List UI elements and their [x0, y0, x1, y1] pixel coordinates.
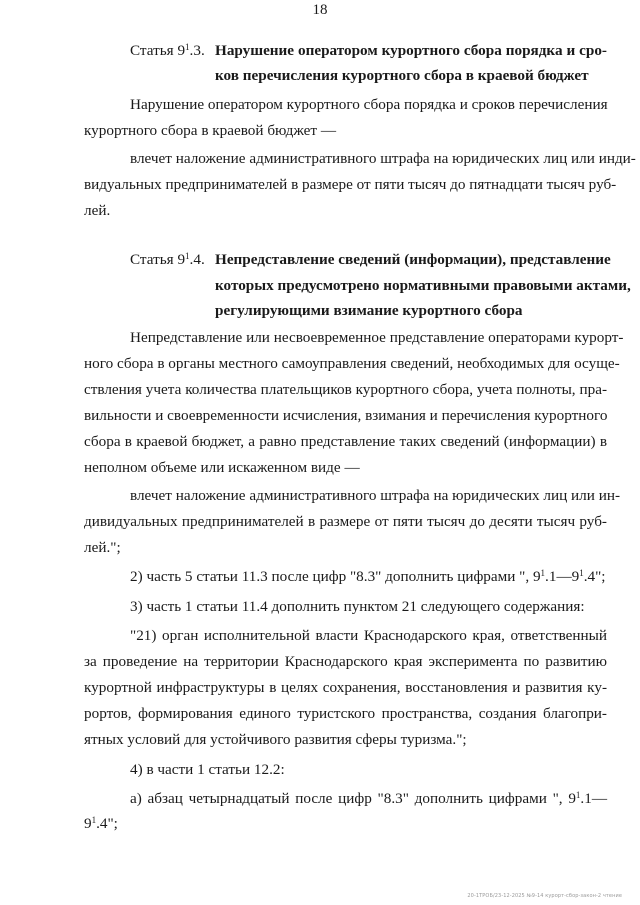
article-label	[130, 41, 205, 61]
article-label-text: Статья 9	[130, 251, 186, 268]
document-footer-code: 20-1ТРОБ/23-12-2025 №9-14 курорт-сбор-закон-2 чтение	[467, 893, 622, 899]
article-title-line: которых предусмотрено нормативными правовыми актами,	[215, 277, 631, 294]
article-title-line: Непредставление сведений (информации), представление	[215, 251, 611, 268]
paragraph-line: сбора в краевой бюджет, а равно представление таких сведений (информации) в	[84, 433, 607, 450]
paragraph-line: за проведение на территории Краснодарского края эксперимента по развитию	[84, 653, 607, 670]
paragraph-line: видуальных предпринимателей в размере от пяти тысяч до пятнадцати тысяч руб-	[84, 176, 617, 193]
amendment-item-4a	[130, 789, 607, 809]
paragraph-line: вильности и своевременности исчисления, взимания и перечисления курортного	[84, 407, 608, 424]
paragraph-line: Непредставление или несвоевременное представление операторами курорт-	[130, 329, 624, 346]
amendment-text: 9	[84, 815, 92, 832]
article-label-sup: 1	[185, 42, 190, 52]
paragraph-line: Нарушение оператором курортного сбора порядка и сроков перечисления	[130, 96, 608, 113]
page-number: 18	[312, 2, 328, 18]
paragraph-line: лей.";	[84, 539, 121, 556]
amendment-sup: 1	[540, 568, 546, 578]
paragraph-line: "21) орган исполнительной власти Краснодарского края, ответственный	[130, 627, 607, 644]
amendment-text: .4";	[96, 815, 118, 832]
article-label-text: Статья 9	[130, 42, 186, 59]
paragraph-line: неполном объеме или искаженном виде —	[84, 459, 360, 476]
article-title-line: Нарушение оператором курортного сбора порядка и сро-	[215, 42, 607, 59]
article-label	[130, 250, 205, 270]
amendment-sup: 1	[91, 815, 97, 825]
paragraph-line: дивидуальных предпринимателей в размере от пяти тысяч до десяти тысяч руб-	[84, 513, 607, 530]
paragraph-line: ствления учета количества плательщиков курортного сбора, учета полноты, пра-	[84, 381, 607, 398]
paragraph-line: лей.	[84, 202, 111, 219]
paragraph-line: курортного сбора в краевой бюджет —	[84, 122, 337, 139]
article-title-line: регулирующими взимание курортного сбора	[215, 302, 523, 319]
paragraph-line: курортной инфраструктуры в целях сохранения, восстановления и развития ку-	[84, 679, 607, 696]
paragraph-line: ного сбора в органы местного самоуправления сведений, необходимых для осуще-	[84, 355, 620, 372]
paragraph-line: влечет наложение административного штрафа на юридических лиц или инди-	[130, 150, 636, 167]
article-title-line: ков перечисления курортного сбора в краевой бюджет	[215, 67, 589, 84]
amendment-item-4a-continued	[84, 814, 118, 834]
article-label-suffix: .4.	[189, 251, 205, 268]
amendment-sup: 1	[575, 790, 581, 800]
paragraph-line: влечет наложение административного штрафа на юридических лиц или ин-	[130, 487, 621, 504]
amendment-sup: 1	[579, 568, 584, 578]
amendment-text: 2) часть 5 статьи 11.3 после цифр "8.3" дополнить цифрами ", 9	[130, 568, 541, 585]
article-label-sup: 1	[185, 251, 190, 261]
amendment-text: .1—9	[545, 568, 580, 585]
amendment-text: а) абзац четырнадцатый после цифр "8.3" дополнить цифрами ", 9	[130, 790, 576, 807]
paragraph-line: рортов, формирования единого туристского пространства, создания благопри-	[84, 705, 607, 722]
amendment-item-3: 3) часть 1 статьи 11.4 дополнить пунктом 21 следующего содержания:	[130, 598, 585, 615]
amendment-text: .4";	[583, 568, 606, 585]
amendment-text: .1—	[580, 790, 607, 807]
amendment-item-2	[130, 567, 606, 587]
amendment-item-4: 4) в части 1 статьи 12.2:	[130, 761, 285, 778]
paragraph-line: ятных условий для устойчивого развития сферы туризма.";	[84, 731, 467, 748]
article-label-suffix: .3.	[189, 42, 205, 59]
